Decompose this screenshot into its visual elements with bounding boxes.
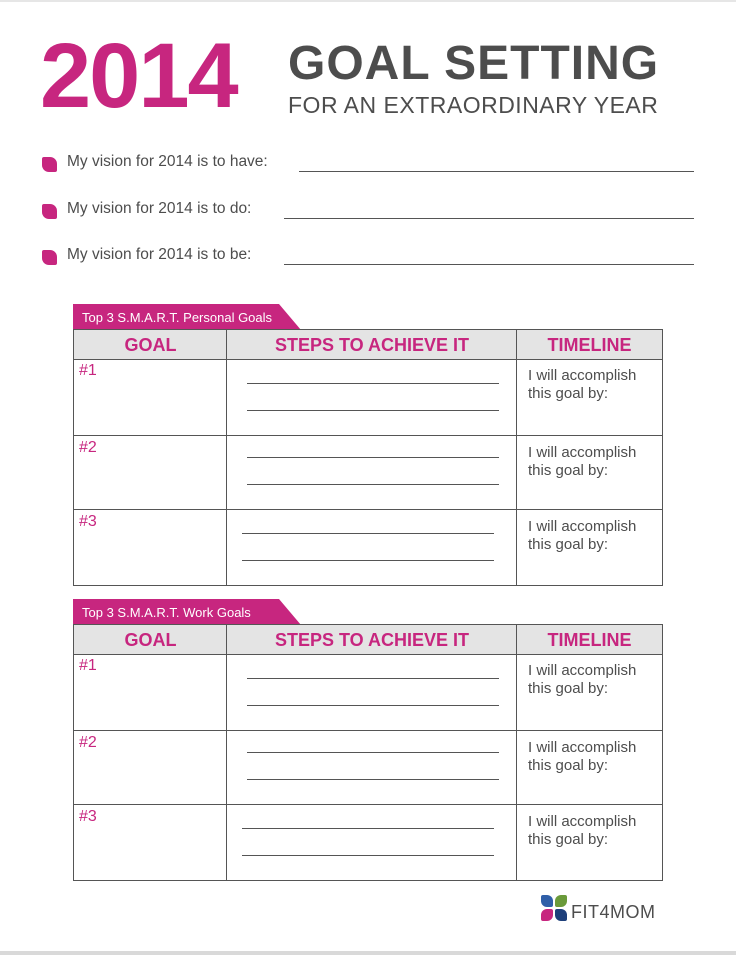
vision-be [42,246,694,270]
column-steps: STEPS TO ACHIEVE IT [274,335,470,355]
personal-goals-table [73,329,663,586]
step-input-line[interactable] [242,828,494,829]
timeline-text: I will accomplish this goal by: [528,813,637,848]
step-input-line[interactable] [247,752,499,753]
step-input-line[interactable] [242,560,494,561]
table-header [74,330,662,360]
logo-square-icon [541,909,553,921]
bullet-icon [42,204,57,219]
timeline-text: I will accomplish this goal by: [528,444,637,479]
vision-do [42,200,694,224]
table-row [74,804,662,880]
vision-be-input-line[interactable] [284,264,694,265]
step-input-line[interactable] [247,383,499,384]
vision-have-input-line[interactable] [299,171,694,172]
goal-number: #2 [79,439,97,456]
column-goal: GOAL [124,630,177,650]
goal-number: #3 [79,513,97,530]
timeline-text: I will accomplish this goal by: [528,739,637,774]
column-steps: STEPS TO ACHIEVE IT [274,630,470,650]
page-subtitle: FOR AN EXTRAORDINARY YEAR [288,92,659,118]
timeline-text: I will accomplish this goal by: [528,367,637,402]
column-goal: GOAL [124,335,177,355]
table-row [74,435,662,509]
goal-number: #1 [79,657,97,674]
vision-label: My vision for 2014 is to be: [67,246,252,263]
table-row [74,730,662,804]
timeline-text: I will accomplish this goal by: [528,662,637,697]
step-input-line[interactable] [242,533,494,534]
personal-goals-tab-label: Top 3 S.M.A.R.T. Personal Goals [82,310,273,325]
bullet-icon [42,250,57,265]
column-timeline: TIMELINE [547,335,632,355]
logo-text: FIT4MOM [571,902,656,922]
fit4mom-logo [541,895,666,925]
bullet-icon [42,157,57,172]
work-goals-tab-label: Top 3 S.M.A.R.T. Work Goals [82,605,251,620]
timeline-text: I will accomplish this goal by: [528,518,637,553]
goal-number: #1 [79,362,97,379]
table-header [74,625,662,655]
table-row [74,654,662,730]
vision-have [42,153,694,177]
logo-square-icon [555,909,567,921]
step-input-line[interactable] [247,678,499,679]
vision-label: My vision for 2014 is to have: [67,153,268,170]
bottom-border [0,951,736,955]
table-row [74,509,662,585]
vision-label: My vision for 2014 is to do: [67,200,252,217]
year-title: 2014 [40,25,237,127]
page-title: GOAL SETTING [288,37,660,90]
table-row [74,359,662,435]
step-input-line[interactable] [247,484,499,485]
step-input-line[interactable] [247,410,499,411]
logo-square-icon [541,895,553,907]
step-input-line[interactable] [247,705,499,706]
logo-square-icon [555,895,567,907]
step-input-line[interactable] [247,779,499,780]
step-input-line[interactable] [247,457,499,458]
goal-number: #3 [79,808,97,825]
goal-number: #2 [79,734,97,751]
vision-do-input-line[interactable] [284,218,694,219]
column-timeline: TIMELINE [547,630,632,650]
work-goals-table [73,624,663,881]
top-border [0,0,736,2]
step-input-line[interactable] [242,855,494,856]
